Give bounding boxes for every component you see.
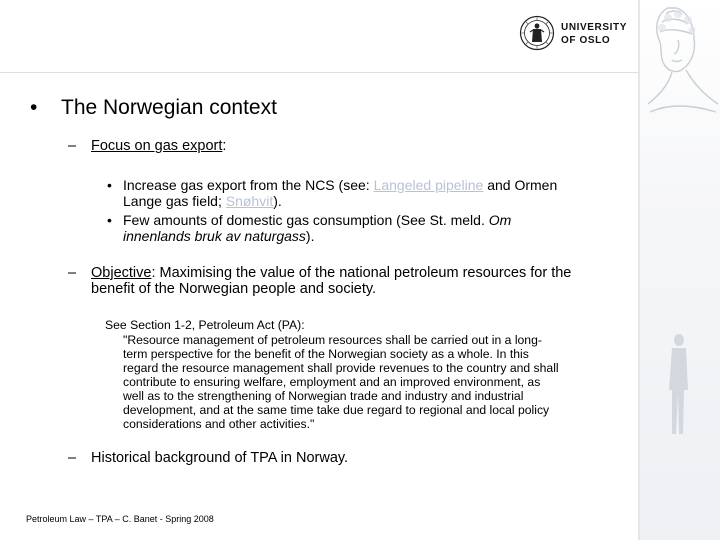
history-text: Historical background of TPA in Norway. <box>91 450 349 466</box>
objective-dash: – <box>68 265 77 281</box>
logo-text-of-oslo: OF OSLO <box>561 35 611 46</box>
focus-item-2-text-b: ). <box>305 228 315 244</box>
focus-item-1-text-d: ). <box>273 193 282 209</box>
slide-footer: Petroleum Law – TPA – C. Banet - Spring 2008 <box>26 514 214 524</box>
decorative-strip <box>638 0 720 540</box>
standing-figure-icon <box>664 330 694 440</box>
focus-dash: – <box>68 138 77 154</box>
focus-item-1-text-c: Lange gas field; <box>123 193 226 209</box>
focus-item-1-line2 <box>123 193 282 209</box>
focus-item-1-text-b: and Ormen <box>483 177 558 193</box>
objective-text-a: : Maximising the value of the national petroleum resources for the <box>151 265 572 281</box>
logo-text-university: UNIVERSITY <box>561 22 628 33</box>
heading-bullet: • <box>30 96 38 119</box>
objective-label: Objective <box>91 265 152 281</box>
quote-line-2: term perspective for the benefit of the Norwegian society as a whole. In this <box>123 347 529 361</box>
header-separator <box>0 72 638 73</box>
objective-line1 <box>91 265 571 281</box>
heading-title: The Norwegian context <box>61 96 277 119</box>
objective-line2: benefit of the Norwegian people and society. <box>91 281 377 297</box>
focus-suffix: : <box>222 138 227 154</box>
focus-heading <box>91 138 226 154</box>
focus-item-2-line1 <box>123 212 511 228</box>
focus-item-2-bullet: • <box>107 212 112 228</box>
quote-line-5: well as to the strengthening of Norwegian trade and industry and industrial <box>123 389 524 403</box>
focus-item-2-italic-a: Om <box>488 212 512 228</box>
university-seal-icon <box>519 15 555 51</box>
history-dash: – <box>68 450 77 466</box>
focus-item-1-line1 <box>123 177 557 193</box>
quote-line-1: "Resource management of petroleum resources shall be carried out in a long- <box>123 333 542 347</box>
quote-line-4: contribute to ensuring welfare, employment and an improved environment, as <box>123 375 541 389</box>
focus-item-1-text-a: Increase gas export from the NCS (see: <box>123 177 374 193</box>
focus-item-2-line2 <box>123 228 314 244</box>
classical-bust-icon <box>638 0 720 120</box>
quote-line-7: considerations and other activities." <box>123 417 315 431</box>
university-logo <box>519 15 631 51</box>
focus-label: Focus on gas export <box>91 138 223 154</box>
focus-item-1-bullet: • <box>107 177 112 193</box>
snohvit-link[interactable]: Snøhvit <box>225 193 274 209</box>
quote-line-6: development, and at the same time take due regard to regional and local policy <box>123 403 550 417</box>
focus-item-2-italic-b: innenlands bruk av naturgass <box>123 228 306 244</box>
quote-intro: See Section 1-2, Petroleum Act (PA): <box>105 318 305 332</box>
focus-item-2-text-a: Few amounts of domestic gas consumption (See St. meld. <box>123 212 489 228</box>
quote-line-3: regard the resource management shall provide revenues to the country and shall <box>123 361 559 375</box>
langeled-pipeline-link[interactable]: Langeled pipeline <box>373 177 484 193</box>
